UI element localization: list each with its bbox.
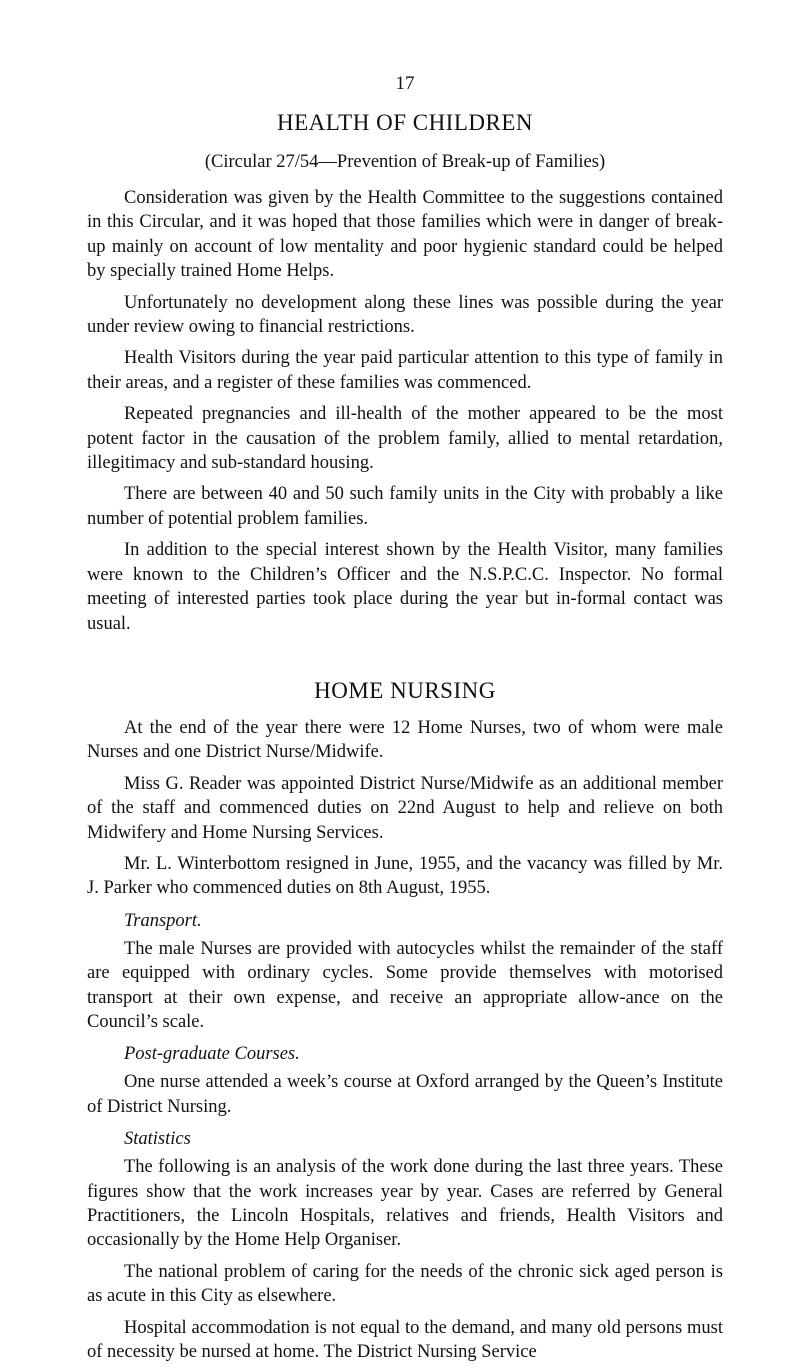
paragraph: Repeated pregnancies and ill-health of the mother appeared to be the most potent factor in the causation of the problem family, allied to mental retardation, illegitimacy and sub-standard housing.	[87, 404, 723, 474]
paragraph: Consideration was given by the Health Committee to the suggestions contained in this Circular, and it was hoped that those families which were in danger of break-up mainly on account of low mentality and poor hygienic standard could be helped by specially trained Home Helps.	[87, 188, 723, 282]
paragraph: Health Visitors during the year paid particular attention to this type of family in their areas, and a register of these families was commenced.	[87, 348, 723, 393]
circular-subtitle: (Circular 27/54—Prevention of Break-up of Families)	[204, 152, 606, 172]
paragraph: One nurse attended a week’s course at Oxford arranged by the Queen’s Institute of District Nursing.	[87, 1072, 723, 1117]
paragraph: Hospital accommodation is not equal to the demand, and many old persons must of necessity be nursed at home. The District Nursing Service	[87, 1317, 723, 1363]
paragraph: In addition to the special interest shown by the Health Visitor, many families were known to the Children’s Officer and the N.S.P.C.C. Inspector. No formal meeting of interested parties took place during the year but in-formal contact was usual.	[87, 540, 723, 634]
paragraph: The male Nurses are provided with autocycles whilst the remainder of the staff are equipped with ordinary cycles. Some provide themselves with motorised transport at their own expense, and receive an appropriate allow-ance on the Council’s scale.	[87, 938, 723, 1032]
page-number: 17	[395, 73, 415, 94]
paragraph: At the end of the year there were 12 Home Nurses, two of whom were male Nurses and one District Nurse/Midwife.	[87, 717, 723, 763]
section-heading-home-nursing: HOME NURSING	[314, 677, 496, 703]
paragraph: The national problem of caring for the needs of the chronic sick aged person is as acute in this City as elsewhere.	[87, 1261, 723, 1307]
paragraph: The following is an analysis of the work done during the last three years. These figures show that the work increases year by year. Cases are referred by General Practitioners, the Lincoln Hospitals, relatives and friends, Health Visitors and occasionally by the Home Help Organiser.	[87, 1157, 723, 1251]
subheading-statistics: Statistics	[124, 1129, 191, 1150]
paragraph: Miss G. Reader was appointed District Nurse/Midwife as an additional member of the staff and commenced duties on 22nd August to help and relieve on both Midwifery and Home Nursing Services.	[87, 773, 723, 843]
section-heading-health-of-children: HEALTH OF CHILDREN	[276, 110, 534, 135]
subheading-post-graduate-courses: Post-graduate Courses.	[124, 1044, 300, 1065]
paragraph: Unfortunately no development along these lines was possible during the year under review owing to financial restrictions.	[87, 292, 723, 338]
paragraph: There are between 40 and 50 such family units in the City with probably a like number of potential problem families.	[87, 484, 723, 529]
document-page	[87, 72, 723, 1371]
paragraph: Mr. L. Winterbottom resigned in June, 1955, and the vacancy was filled by Mr. J. Parker who commenced duties on 8th August, 1955.	[87, 853, 723, 899]
subheading-transport: Transport.	[124, 910, 202, 931]
